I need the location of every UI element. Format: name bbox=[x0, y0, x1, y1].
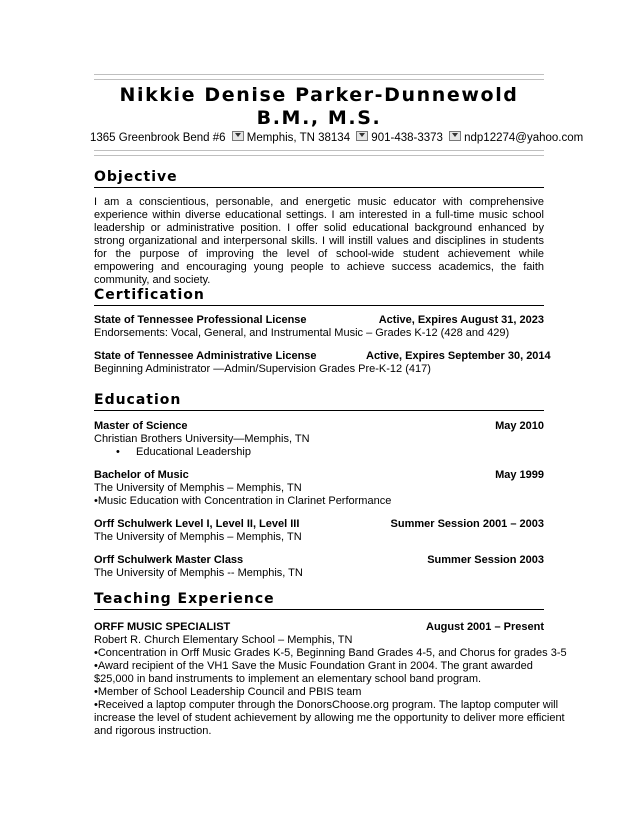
separator-icon bbox=[356, 131, 368, 141]
edu-school: Christian Brothers University—Memphis, TN bbox=[94, 433, 310, 445]
job-bullet-line: •Award recipient of the VH1 Save the Music Foundation Grant in 2004. The grant awarded bbox=[94, 660, 533, 672]
edu-date: May 1999 bbox=[495, 469, 544, 481]
bullet-icon: • bbox=[116, 446, 120, 458]
cert-item-1-header bbox=[94, 314, 544, 327]
cert-status: Active, Expires September 30, 2014 bbox=[366, 350, 551, 362]
experience-heading: Teaching Experience bbox=[94, 590, 544, 610]
job-bullet-line: •Received a laptop computer through the DonorsChoose.org program. The laptop computer will bbox=[94, 699, 559, 711]
edu-item-1-header bbox=[94, 420, 544, 433]
edu-date: Summer Session 2003 bbox=[427, 554, 544, 566]
job-school: Robert R. Church Elementary School – Memphis, TN bbox=[94, 634, 353, 646]
job-title: ORFF MUSIC SPECIALIST bbox=[94, 621, 231, 633]
edu-date: Summer Session 2001 – 2003 bbox=[390, 518, 544, 530]
objective-heading: Objective bbox=[94, 168, 544, 188]
job-bullet-line: $25,000 in band instruments to implement an elementary school band program. bbox=[94, 673, 482, 685]
edu-item-3-header bbox=[94, 518, 544, 531]
edu-degree: Master of Science bbox=[94, 420, 188, 432]
city: Memphis, TN 38134 bbox=[246, 132, 351, 144]
job-bullet-line: and rigorous instruction. bbox=[94, 725, 212, 737]
education-heading: Education bbox=[94, 391, 544, 411]
objective-text: I am a conscientious, personable, and energetic music educator with comprehensive experience within diverse educational settings. I am interested in a full-time music school leadership or administrative position. I offer solid educational background enhanced by strong organizational and interpersonal skills. I will instill values and disciplines in students for the purpose of improving the level of school-wide student achievement while empowering and encouraging young people to achieve success academics, the faith community, and society. bbox=[94, 196, 544, 286]
address: 1365 Greenbrook Bend #6 bbox=[90, 132, 226, 144]
job-bullet-line: increase the level of student achievement by allowing me the opportunity to deliver more efficient bbox=[94, 712, 565, 724]
edu-school: The University of Memphis – Memphis, TN bbox=[94, 531, 302, 543]
cert-detail: Endorsements: Vocal, General, and Instrumental Music – Grades K-12 (428 and 429) bbox=[94, 327, 510, 339]
contact-line bbox=[90, 131, 584, 145]
cert-item-2-header bbox=[94, 350, 551, 363]
separator-icon bbox=[449, 131, 461, 141]
email: ndp12274@yahoo.com bbox=[464, 132, 584, 144]
edu-item-2-header bbox=[94, 469, 544, 482]
name-line-1: Nikkie Denise Parker-Dunnewold bbox=[119, 84, 519, 106]
separator-icon bbox=[232, 131, 244, 141]
certification-heading: Certification bbox=[94, 286, 544, 306]
header-top-rule bbox=[94, 74, 544, 80]
edu-school: The University of Memphis – Memphis, TN bbox=[94, 482, 302, 494]
job-bullet-line: •Member of School Leadership Council and PBIS team bbox=[94, 686, 362, 698]
edu-note: •Music Education with Concentration in Clarinet Performance bbox=[94, 495, 392, 507]
edu-degree: Bachelor of Music bbox=[94, 469, 189, 481]
edu-degree: Orff Schulwerk Master Class bbox=[94, 554, 244, 566]
name-line-2: B.M., M.S. bbox=[256, 107, 382, 129]
cert-detail: Beginning Administrator —Admin/Supervision Grades Pre-K-12 (417) bbox=[94, 363, 431, 375]
header-bottom-rule bbox=[94, 150, 544, 156]
cert-status: Active, Expires August 31, 2023 bbox=[378, 314, 544, 326]
edu-note: Educational Leadership bbox=[136, 446, 251, 458]
job-header bbox=[94, 621, 544, 634]
edu-degree: Orff Schulwerk Level I, Level II, Level III bbox=[94, 518, 300, 530]
job-bullet-line: •Concentration in Orff Music Grades K-5, Beginning Band Grades 4-5, and Chorus for grades 3-5 bbox=[94, 647, 567, 659]
edu-school: The University of Memphis -- Memphis, TN bbox=[94, 567, 303, 579]
cert-title: State of Tennessee Professional License bbox=[94, 314, 307, 326]
edu-item-4-header bbox=[94, 554, 544, 567]
cert-title: State of Tennessee Administrative License bbox=[94, 350, 317, 362]
edu-date: May 2010 bbox=[495, 420, 544, 432]
phone: 901-438-3373 bbox=[371, 132, 443, 144]
job-date: August 2001 – Present bbox=[426, 621, 544, 633]
